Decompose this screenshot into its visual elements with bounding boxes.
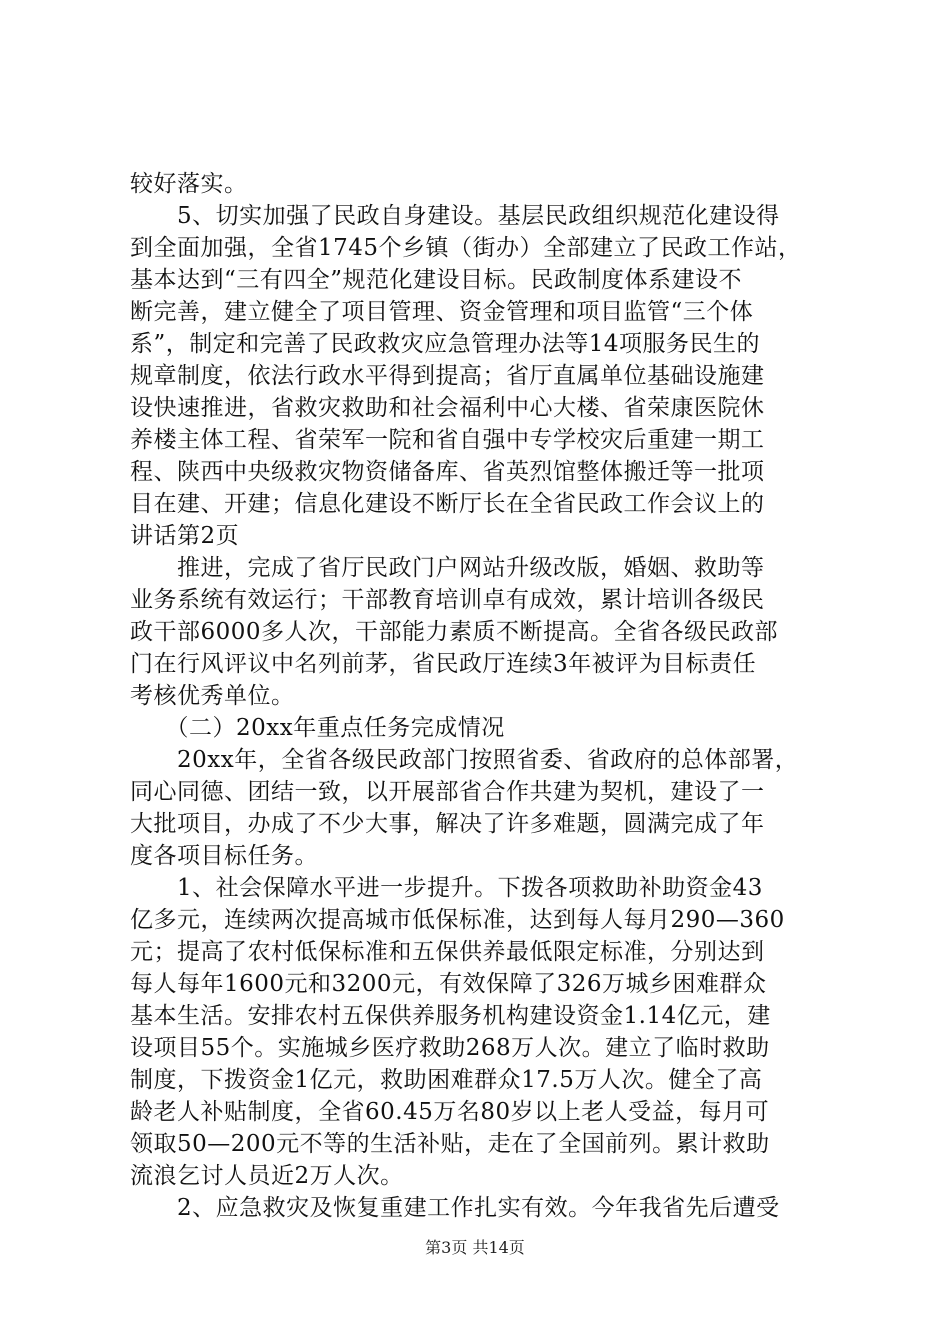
document-body	[130, 168, 830, 1224]
text-line: 讲话第2页	[130, 523, 240, 549]
text-line: 领取50—200元不等的生活补贴，走在了全国前列。累计救助	[130, 1131, 770, 1157]
text-line: 基本生活。安排农村五保供养服务机构建设资金1.14亿元，建	[130, 1003, 771, 1029]
text-line: 每人每年1600元和3200元，有效保障了326万城乡困难群众	[130, 971, 767, 997]
text-line: 同心同德、团结一致，以开展部省合作共建为契机，建设了一	[130, 779, 765, 805]
text-line: 龄老人补贴制度，全省60.45万名80岁以上老人受益，每月可	[130, 1099, 770, 1125]
text-line: 度各项目标任务。	[130, 843, 318, 869]
text-line: 门在行风评议中名列前茅，省民政厅连续3年被评为目标责任	[130, 651, 757, 677]
text-line: 流浪乞讨人员近2万人次。	[130, 1163, 404, 1189]
text-line: 业务系统有效运行；干部教育培训卓有成效，累计培训各级民	[130, 587, 765, 613]
text-line: 考核优秀单位。	[130, 683, 295, 709]
page-footer: 第3页 共14页	[425, 1238, 525, 1257]
text-line: 断完善，建立健全了项目管理、资金管理和项目监管“三个体	[130, 299, 754, 325]
text-line: 系”，制定和完善了民政救灾应急管理办法等14项服务民生的	[130, 331, 761, 357]
text-line: 亿多元，连续两次提高城市低保标准，达到每人每月290—360	[130, 907, 785, 933]
text-line: 政干部6000多人次，干部能力素质不断提高。全省各级民政部	[130, 619, 779, 645]
text-line: 20xx年，全省各级民政部门按照省委、省政府的总体部署，	[130, 747, 799, 773]
text-line: 规章制度，依法行政水平得到提高；省厅直属单位基础设施建	[130, 363, 765, 389]
text-line: 目在建、开建；信息化建设不断厅长在全省民政工作会议上的	[130, 491, 765, 517]
text-line: 基本达到“三有四全”规范化建设目标。民政制度体系建设不	[130, 267, 743, 293]
text-line: 5、切实加强了民政自身建设。基层民政组织规范化建设得	[130, 203, 780, 229]
text-line: 元；提高了农村低保标准和五保供养最低限定标准，分别达到	[130, 939, 765, 965]
text-line: 设快速推进，省救灾救助和社会福利中心大楼、省荣康医院休	[130, 395, 765, 421]
text-line: 制度，下拨资金1亿元，救助困难群众17.5万人次。健全了高	[130, 1067, 763, 1093]
text-line: 到全面加强，全省1745个乡镇（街办）全部建立了民政工作站，	[130, 235, 802, 261]
text-line: 养楼主体工程、省荣军一院和省自强中专学校灾后重建一期工	[130, 427, 765, 453]
text-line: （二）20xx年重点任务完成情况	[130, 715, 505, 741]
text-line: 程、陕西中央级救灾物资储备库、省英烈馆整体搬迁等一批项	[130, 459, 765, 485]
text-line: 1、社会保障水平进一步提升。下拨各项救助补助资金43	[130, 875, 763, 901]
text-line: 大批项目，办成了不少大事，解决了许多难题，圆满完成了年	[130, 811, 765, 837]
text-line: 设项目55个。实施城乡医疗救助268万人次。建立了临时救助	[130, 1035, 770, 1061]
text-line: 2、应急救灾及恢复重建工作扎实有效。今年我省先后遭受	[130, 1195, 780, 1221]
text-line: 推进，完成了省厅民政门户网站升级改版，婚姻、救助等	[130, 555, 765, 581]
text-line: 较好落实。	[130, 171, 248, 197]
